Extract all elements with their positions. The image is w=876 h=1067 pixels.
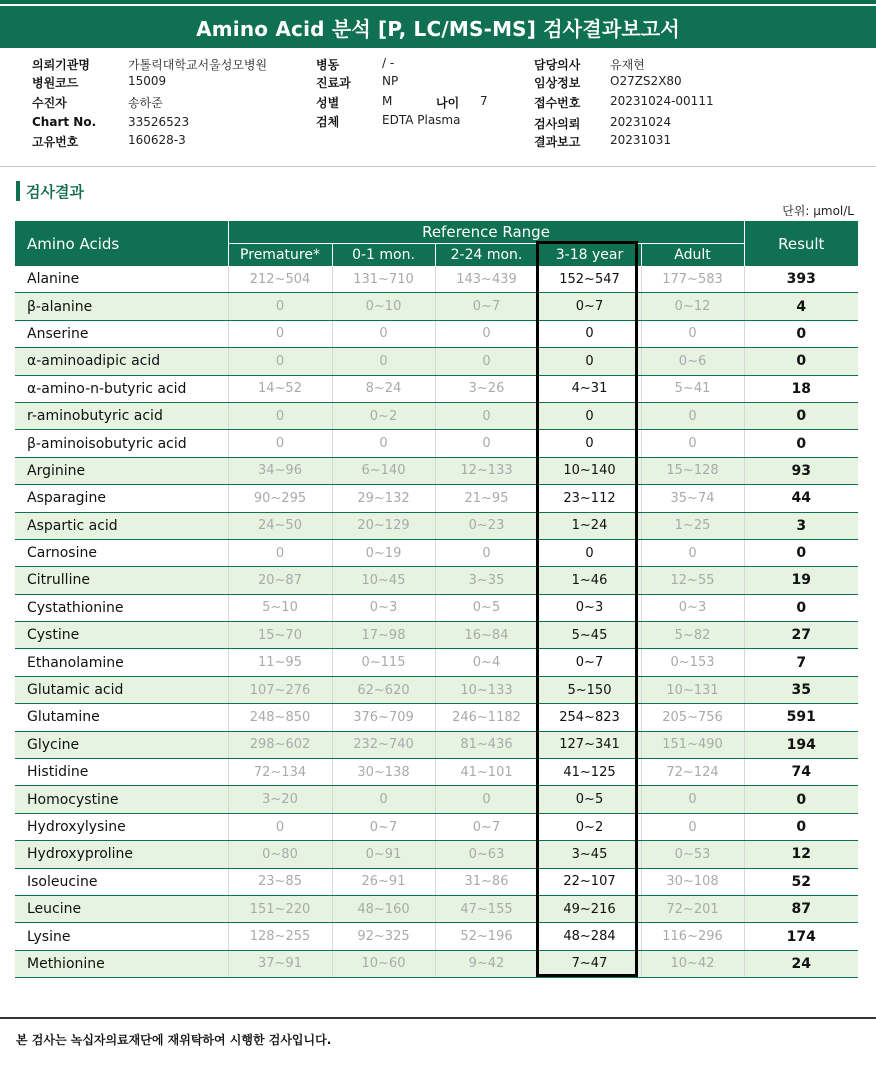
- value-chart-no: 33526523: [128, 115, 190, 129]
- reference-range-cell: 23~112: [538, 485, 641, 512]
- reference-range-cell: 21~95: [435, 485, 538, 512]
- reference-range-cell: 3~26: [435, 375, 538, 402]
- reference-range-cell: 131~710: [332, 266, 435, 293]
- reference-range-cell: 0~80: [228, 841, 332, 868]
- reference-range-cell: 5~41: [641, 375, 744, 402]
- reference-range-cell: 0~4: [435, 649, 538, 676]
- reference-range-cell: 0: [435, 430, 538, 457]
- result-value: 7: [744, 649, 858, 676]
- reference-range-cell: 0: [538, 320, 641, 347]
- result-value: 87: [744, 895, 858, 922]
- reference-range-cell: 15~70: [228, 622, 332, 649]
- reference-range-cell: 0~7: [538, 293, 641, 320]
- reference-range-cell: 0~6: [641, 348, 744, 375]
- value-specimen: EDTA Plasma: [382, 113, 461, 127]
- reference-range-cell: 0~53: [641, 841, 744, 868]
- value-receipt-no: 20231024-00111: [610, 94, 714, 108]
- reference-range-cell: 3~20: [228, 786, 332, 813]
- label-age: 나이: [436, 96, 460, 110]
- reference-range-cell: 90~295: [228, 485, 332, 512]
- result-value: 24: [744, 950, 858, 977]
- reference-range-cell: 12~133: [435, 457, 538, 484]
- table-row: [15, 676, 858, 703]
- reference-range-cell: 17~98: [332, 622, 435, 649]
- reference-range-cell: 177~583: [641, 266, 744, 293]
- table-row: [15, 704, 858, 731]
- table-row: [15, 375, 858, 402]
- reference-range-cell: 8~24: [332, 375, 435, 402]
- reference-range-cell: 152~547: [538, 266, 641, 293]
- amino-acid-name: Glutamic acid: [15, 676, 228, 703]
- reference-range-cell: 0~153: [641, 649, 744, 676]
- reference-range-cell: 72~134: [228, 759, 332, 786]
- table-row: [15, 786, 858, 813]
- reference-range-cell: 10~42: [641, 950, 744, 977]
- result-value: 74: [744, 759, 858, 786]
- amino-acid-name: Hydroxyproline: [15, 841, 228, 868]
- reference-range-cell: 10~140: [538, 457, 641, 484]
- table-row: [15, 594, 858, 621]
- value-request-date: 20231024: [610, 115, 672, 129]
- reference-range-cell: 0: [228, 320, 332, 347]
- reference-range-cell: 0: [332, 786, 435, 813]
- amino-acid-name: Citrulline: [15, 567, 228, 594]
- label-report-date: 결과보고: [534, 135, 581, 149]
- reference-range-cell: 0~23: [435, 512, 538, 539]
- table-row: [15, 539, 858, 566]
- footer-note: 본 검사는 녹십자의료재단에 재위탁하여 시행한 검사입니다.: [16, 1033, 332, 1047]
- reference-range-cell: 298~602: [228, 731, 332, 758]
- result-value: 3: [744, 512, 858, 539]
- amino-acid-name: Asparagine: [15, 485, 228, 512]
- table-row: [15, 512, 858, 539]
- reference-range-cell: 0~91: [332, 841, 435, 868]
- reference-range-cell: 0~12: [641, 293, 744, 320]
- reference-range-cell: 254~823: [538, 704, 641, 731]
- reference-range-cell: 14~52: [228, 375, 332, 402]
- reference-range-cell: 0~2: [332, 402, 435, 429]
- reference-range-cell: 246~1182: [435, 704, 538, 731]
- reference-range-cell: 22~107: [538, 868, 641, 895]
- result-value: 174: [744, 923, 858, 950]
- reference-range-cell: 0: [228, 348, 332, 375]
- amino-acid-name: Glycine: [15, 731, 228, 758]
- value-age: 7: [480, 94, 488, 108]
- reference-range-cell: 52~196: [435, 923, 538, 950]
- report-title: Amino Acid 분석 [P, LC/MS-MS] 검사결과보고서: [0, 6, 876, 48]
- table-row: [15, 622, 858, 649]
- table-row: [15, 895, 858, 922]
- amino-acid-name: β-alanine: [15, 293, 228, 320]
- result-value: 27: [744, 622, 858, 649]
- result-value: 44: [744, 485, 858, 512]
- result-value: 194: [744, 731, 858, 758]
- reference-range-cell: 30~138: [332, 759, 435, 786]
- reference-range-cell: 4~31: [538, 375, 641, 402]
- reference-range-cell: 31~86: [435, 868, 538, 895]
- reference-range-cell: 0~3: [332, 594, 435, 621]
- amino-acid-name: Alanine: [15, 266, 228, 293]
- result-value: 0: [744, 430, 858, 457]
- value-doctor: 유재현: [610, 58, 645, 72]
- header-3-18-year: 3-18 year: [538, 244, 641, 267]
- reference-range-cell: 37~91: [228, 950, 332, 977]
- amino-acid-name: Lysine: [15, 923, 228, 950]
- header-reference-range: Reference Range: [228, 221, 744, 244]
- amino-acid-name: Leucine: [15, 895, 228, 922]
- reference-range-cell: 6~140: [332, 457, 435, 484]
- result-value: 0: [744, 402, 858, 429]
- amino-acid-name: Methionine: [15, 950, 228, 977]
- amino-acid-name: Ethanolamine: [15, 649, 228, 676]
- reference-range-cell: 10~60: [332, 950, 435, 977]
- reference-range-cell: 151~490: [641, 731, 744, 758]
- amino-acid-name: α-amino-n-butyric acid: [15, 375, 228, 402]
- label-department: 진료과: [316, 76, 351, 90]
- amino-acid-name: Carnosine: [15, 539, 228, 566]
- table-row: [15, 868, 858, 895]
- table-row: [15, 402, 858, 429]
- amino-acid-name: Arginine: [15, 457, 228, 484]
- reference-range-cell: 0~5: [435, 594, 538, 621]
- reference-range-cell: 0: [332, 348, 435, 375]
- reference-range-cell: 35~74: [641, 485, 744, 512]
- amino-acid-name: β-aminoisobutyric acid: [15, 430, 228, 457]
- reference-range-cell: 116~296: [641, 923, 744, 950]
- reference-range-cell: 0: [641, 786, 744, 813]
- reference-range-cell: 0: [435, 539, 538, 566]
- table-row: [15, 348, 858, 375]
- reference-range-cell: 0~7: [435, 293, 538, 320]
- amino-acid-name: Cystathionine: [15, 594, 228, 621]
- result-value: 0: [744, 813, 858, 840]
- result-value: 0: [744, 539, 858, 566]
- table-row: [15, 813, 858, 840]
- reference-range-cell: 0~7: [538, 649, 641, 676]
- reference-range-cell: 0: [641, 539, 744, 566]
- label-patient: 수진자: [32, 96, 67, 110]
- reference-range-cell: 5~45: [538, 622, 641, 649]
- value-department: NP: [382, 74, 399, 88]
- header-divider: [0, 166, 876, 167]
- table-row: [15, 485, 858, 512]
- footer-divider: [0, 1017, 876, 1019]
- reference-range-cell: 10~45: [332, 567, 435, 594]
- reference-range-cell: 0: [435, 320, 538, 347]
- header-premature: Premature*: [228, 244, 332, 267]
- reference-range-cell: 0~115: [332, 649, 435, 676]
- reference-range-cell: 81~436: [435, 731, 538, 758]
- label-sex: 성별: [316, 96, 340, 110]
- value-institution: 가톨릭대학교서울성모병원: [128, 58, 268, 72]
- reference-range-cell: 143~439: [435, 266, 538, 293]
- header-adult: Adult: [641, 244, 744, 267]
- label-ward: 병동: [316, 58, 340, 72]
- value-patient: 송하준: [128, 96, 163, 110]
- top-accent-line: [0, 0, 876, 4]
- reference-range-cell: 1~25: [641, 512, 744, 539]
- table-row: [15, 293, 858, 320]
- reference-range-cell: 0~3: [641, 594, 744, 621]
- reference-range-cell: 5~10: [228, 594, 332, 621]
- result-value: 12: [744, 841, 858, 868]
- reference-range-cell: 0: [538, 539, 641, 566]
- table-row: [15, 567, 858, 594]
- reference-range-cell: 10~131: [641, 676, 744, 703]
- amino-acid-name: Cystine: [15, 622, 228, 649]
- reference-range-cell: 0: [228, 402, 332, 429]
- reference-range-cell: 0: [228, 539, 332, 566]
- amino-acid-name: Aspartic acid: [15, 512, 228, 539]
- result-value: 35: [744, 676, 858, 703]
- result-value: 0: [744, 786, 858, 813]
- reference-range-cell: 128~255: [228, 923, 332, 950]
- result-value: 0: [744, 348, 858, 375]
- label-hospital-code: 병원코드: [32, 76, 79, 90]
- reference-range-cell: 20~87: [228, 567, 332, 594]
- reference-range-cell: 3~35: [435, 567, 538, 594]
- reference-range-cell: 0: [641, 402, 744, 429]
- reference-range-cell: 47~155: [435, 895, 538, 922]
- reference-range-cell: 0~10: [332, 293, 435, 320]
- table-row: [15, 430, 858, 457]
- reference-range-cell: 0: [641, 430, 744, 457]
- label-unique-no: 고유번호: [32, 135, 79, 149]
- reference-range-cell: 30~108: [641, 868, 744, 895]
- reference-range-cell: 107~276: [228, 676, 332, 703]
- table-row: [15, 759, 858, 786]
- reference-range-cell: 62~620: [332, 676, 435, 703]
- label-request-date: 검사의뢰: [534, 117, 581, 131]
- reference-range-cell: 0: [435, 786, 538, 813]
- reference-range-cell: 0: [538, 430, 641, 457]
- value-sex: M: [382, 94, 393, 108]
- reference-range-cell: 376~709: [332, 704, 435, 731]
- reference-range-cell: 15~128: [641, 457, 744, 484]
- table-row: [15, 950, 858, 977]
- amino-acid-name: α-aminoadipic acid: [15, 348, 228, 375]
- header-amino-acids: Amino Acids: [15, 221, 228, 266]
- reference-range-cell: 0: [228, 430, 332, 457]
- header-0-1-mon: 0-1 mon.: [332, 244, 435, 267]
- value-ward: / -: [382, 56, 395, 70]
- results-body: [15, 266, 858, 978]
- section-title-text: 검사결과: [26, 182, 84, 201]
- amino-acid-name: Histidine: [15, 759, 228, 786]
- table-row: [15, 649, 858, 676]
- result-value: 393: [744, 266, 858, 293]
- reference-range-cell: 9~42: [435, 950, 538, 977]
- reference-range-cell: 0~2: [538, 813, 641, 840]
- reference-range-cell: 0: [332, 430, 435, 457]
- reference-range-cell: 0: [538, 348, 641, 375]
- reference-range-cell: 72~201: [641, 895, 744, 922]
- reference-range-cell: 0: [435, 402, 538, 429]
- reference-range-cell: 0~7: [332, 813, 435, 840]
- section-title: [16, 180, 84, 202]
- results-table: [15, 221, 858, 978]
- reference-range-cell: 3~45: [538, 841, 641, 868]
- amino-acid-name: Isoleucine: [15, 868, 228, 895]
- reference-range-cell: 26~91: [332, 868, 435, 895]
- reference-range-cell: 0~19: [332, 539, 435, 566]
- reference-range-cell: 151~220: [228, 895, 332, 922]
- amino-acid-name: Glutamine: [15, 704, 228, 731]
- reference-range-cell: 5~82: [641, 622, 744, 649]
- reference-range-cell: 41~101: [435, 759, 538, 786]
- reference-range-cell: 127~341: [538, 731, 641, 758]
- reference-range-cell: 24~50: [228, 512, 332, 539]
- reference-range-cell: 29~132: [332, 485, 435, 512]
- table-row: [15, 266, 858, 293]
- result-value: 52: [744, 868, 858, 895]
- reference-range-cell: 232~740: [332, 731, 435, 758]
- amino-acid-name: Homocystine: [15, 786, 228, 813]
- table-row: [15, 923, 858, 950]
- result-value: 18: [744, 375, 858, 402]
- header-result: Result: [744, 221, 858, 266]
- reference-range-cell: 0~3: [538, 594, 641, 621]
- table-row: [15, 731, 858, 758]
- amino-acid-name: Hydroxylysine: [15, 813, 228, 840]
- value-hospital-code: 15009: [128, 74, 167, 88]
- reference-range-cell: 1~46: [538, 567, 641, 594]
- reference-range-cell: 16~84: [435, 622, 538, 649]
- label-specimen: 검체: [316, 115, 340, 129]
- reference-range-cell: 23~85: [228, 868, 332, 895]
- reference-range-cell: 0: [641, 320, 744, 347]
- reference-range-cell: 1~24: [538, 512, 641, 539]
- result-value: 4: [744, 293, 858, 320]
- reference-range-cell: 12~55: [641, 567, 744, 594]
- amino-acid-name: Anserine: [15, 320, 228, 347]
- reference-range-cell: 72~124: [641, 759, 744, 786]
- reference-range-cell: 0: [228, 813, 332, 840]
- reference-range-cell: 92~325: [332, 923, 435, 950]
- label-chart-no: Chart No.: [32, 115, 97, 129]
- table-row: [15, 457, 858, 484]
- reference-range-cell: 212~504: [228, 266, 332, 293]
- reference-range-cell: 0: [332, 320, 435, 347]
- label-institution: 의뢰기관명: [32, 58, 90, 72]
- label-clinical-info: 임상정보: [534, 76, 581, 90]
- reference-range-cell: 48~160: [332, 895, 435, 922]
- table-row: [15, 841, 858, 868]
- reference-range-cell: 0: [228, 293, 332, 320]
- value-report-date: 20231031: [610, 133, 672, 147]
- section-marker: [16, 181, 20, 201]
- reference-range-cell: 0~63: [435, 841, 538, 868]
- reference-range-cell: 0: [435, 348, 538, 375]
- reference-range-cell: 20~129: [332, 512, 435, 539]
- reference-range-cell: 48~284: [538, 923, 641, 950]
- reference-range-cell: 41~125: [538, 759, 641, 786]
- label-doctor: 담당의사: [534, 58, 581, 72]
- value-unique-no: 160628-3: [128, 133, 186, 147]
- reference-range-cell: 0: [538, 402, 641, 429]
- reference-range-cell: 11~95: [228, 649, 332, 676]
- table-row: [15, 320, 858, 347]
- label-receipt-no: 접수번호: [534, 96, 581, 110]
- unit-label: 단위: μmol/L: [782, 204, 854, 218]
- header-2-24-mon: 2-24 mon.: [435, 244, 538, 267]
- value-clinical-info: O27ZS2X80: [610, 74, 682, 88]
- reference-range-cell: 0: [641, 813, 744, 840]
- reference-range-cell: 248~850: [228, 704, 332, 731]
- reference-range-cell: 34~96: [228, 457, 332, 484]
- reference-range-cell: 205~756: [641, 704, 744, 731]
- reference-range-cell: 7~47: [538, 950, 641, 977]
- result-value: 591: [744, 704, 858, 731]
- result-value: 0: [744, 320, 858, 347]
- reference-range-cell: 5~150: [538, 676, 641, 703]
- patient-info: [0, 56, 876, 156]
- amino-acid-name: r-aminobutyric acid: [15, 402, 228, 429]
- result-value: 19: [744, 567, 858, 594]
- reference-range-cell: 10~133: [435, 676, 538, 703]
- reference-range-cell: 0~7: [435, 813, 538, 840]
- reference-range-cell: 49~216: [538, 895, 641, 922]
- reference-range-cell: 0~5: [538, 786, 641, 813]
- result-value: 93: [744, 457, 858, 484]
- result-value: 0: [744, 594, 858, 621]
